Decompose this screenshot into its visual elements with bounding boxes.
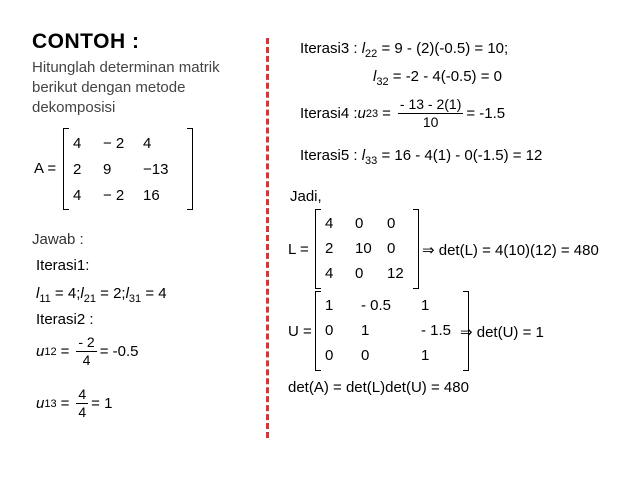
matrix-u-cell: 1: [361, 322, 370, 339]
slide-title: CONTOH :: [32, 30, 140, 53]
l33-symbol: l: [361, 147, 366, 164]
matrix-a-label: A =: [34, 160, 57, 177]
matrix-l-cell: 0: [387, 240, 396, 257]
u13-denominator: 4: [78, 404, 87, 420]
matrix-a-cell: 4: [73, 134, 82, 152]
matrix-u-cell: - 1.5: [421, 322, 452, 339]
matrix-u-cell: 0: [325, 347, 334, 364]
iterasi2-label: Iterasi2 :: [36, 311, 94, 328]
matrix-l-right-bracket: [413, 209, 419, 289]
u13-numerator: 4: [78, 386, 87, 402]
matrix-l: [315, 209, 419, 289]
u13-equation: [36, 386, 112, 421]
l21-value: = 2;: [95, 285, 126, 302]
u12-equals: =: [60, 343, 70, 360]
l22-expression: = 9 - (2)(-0.5) = 10;: [377, 40, 509, 57]
u13-equals: =: [60, 395, 70, 412]
u23-symbol: u: [357, 105, 366, 122]
u12-denominator: 4: [82, 352, 91, 368]
det-l-equation: ⇒ det(L) = 4(10)(12) = 480: [422, 242, 599, 259]
l33-expression: = 16 - 4(1) - 0(-1.5) = 12: [377, 147, 543, 164]
matrix-a-cell: −13: [143, 160, 169, 178]
iterasi4-equation: [300, 96, 505, 131]
l21-subscript: 21: [83, 293, 96, 305]
matrix-a-cell: − 2: [103, 186, 125, 204]
matrix-l-cell: 10: [355, 240, 372, 257]
l32-subscript: 32: [376, 76, 389, 88]
matrix-u-cell: 1: [421, 347, 430, 364]
l11-symbol: l: [36, 285, 40, 302]
matrix-a-cell: 9: [103, 160, 112, 178]
u13-symbol: u: [36, 395, 45, 412]
l31-subscript: 31: [128, 293, 142, 305]
matrix-u-label: U =: [288, 323, 312, 340]
matrix-a: [63, 128, 193, 210]
matrix-a-cell: 16: [143, 186, 160, 204]
l33-subscript: 33: [365, 155, 378, 167]
iterasi1-label: Iterasi1:: [36, 257, 90, 274]
matrix-l-label: L =: [288, 241, 309, 258]
matrix-l-cell: 4: [325, 215, 334, 232]
jawab-label: Jawab :: [32, 231, 84, 248]
matrix-l-grid: [321, 209, 413, 289]
l21-symbol: l: [80, 285, 84, 302]
l32-expression: = -2 - 4(-0.5) = 0: [388, 68, 502, 85]
matrix-l-cell: 2: [325, 240, 334, 257]
matrix-u-cell: 0: [361, 347, 370, 364]
u13-result: = 1: [91, 395, 113, 412]
u23-numerator: - 13 - 2(1): [399, 96, 462, 112]
u12-symbol: u: [36, 343, 45, 360]
matrix-u-cell: 0: [325, 322, 334, 339]
u12-subscript: 12: [44, 345, 57, 358]
matrix-u-cell: - 0.5: [361, 297, 392, 314]
jadi-label: Jadi,: [290, 188, 322, 205]
final-determinant: det(A) = det(L)det(U) = 480: [288, 379, 469, 396]
l31-symbol: l: [125, 285, 129, 302]
u23-denominator: 10: [422, 114, 439, 130]
l31-value: = 4: [141, 285, 167, 302]
iterasi3-line2: [373, 68, 502, 88]
matrix-l-cell: 12: [387, 265, 404, 282]
matrix-a-cell: − 2: [103, 134, 125, 152]
l22-subscript: 22: [365, 48, 378, 60]
l11-value: = 4;: [50, 285, 81, 302]
l32-symbol: l: [373, 68, 377, 85]
matrix-u-cell: 1: [325, 297, 334, 314]
iterasi3-line1: [300, 40, 508, 60]
matrix-a-cell: 2: [73, 160, 82, 178]
l11-subscript: 11: [39, 293, 51, 305]
intro-text: Hitunglah determinan matrik berikut dengan metode dekomposisi: [32, 59, 220, 116]
matrix-l-cell: 0: [355, 265, 364, 282]
u23-subscript: 23: [365, 107, 379, 120]
iterasi1-equation: [36, 285, 167, 305]
column-divider: [266, 38, 269, 438]
det-u-equation: ⇒ det(U) = 1: [460, 324, 544, 341]
matrix-l-cell: 4: [325, 265, 334, 282]
matrix-u-cell: 1: [421, 297, 430, 314]
matrix-u: [315, 291, 469, 371]
matrix-a-cell: 4: [143, 134, 152, 152]
u12-result: = -0.5: [99, 343, 139, 360]
matrix-a-grid: [69, 128, 187, 210]
matrix-a-cell: 4: [73, 186, 82, 204]
l22-symbol: l: [361, 40, 366, 57]
matrix-l-cell: 0: [355, 215, 364, 232]
u12-fraction: [76, 334, 96, 369]
u23-result: = -1.5: [466, 105, 506, 122]
matrix-l-cell: 0: [387, 215, 396, 232]
u23-equals: =: [382, 105, 391, 122]
iterasi5-label: Iterasi5 :: [300, 147, 362, 164]
iterasi3-label: Iterasi3 :: [300, 40, 362, 57]
matrix-u-grid: [321, 291, 463, 371]
matrix-a-right-bracket: [187, 128, 193, 210]
u23-fraction: [398, 96, 463, 131]
u13-subscript: 13: [44, 397, 57, 410]
u12-numerator: - 2: [78, 334, 95, 350]
u12-equation: [36, 334, 138, 369]
iterasi5-equation: [300, 147, 542, 167]
iterasi4-label: Iterasi4 :: [300, 105, 358, 122]
u13-fraction: [76, 386, 88, 421]
